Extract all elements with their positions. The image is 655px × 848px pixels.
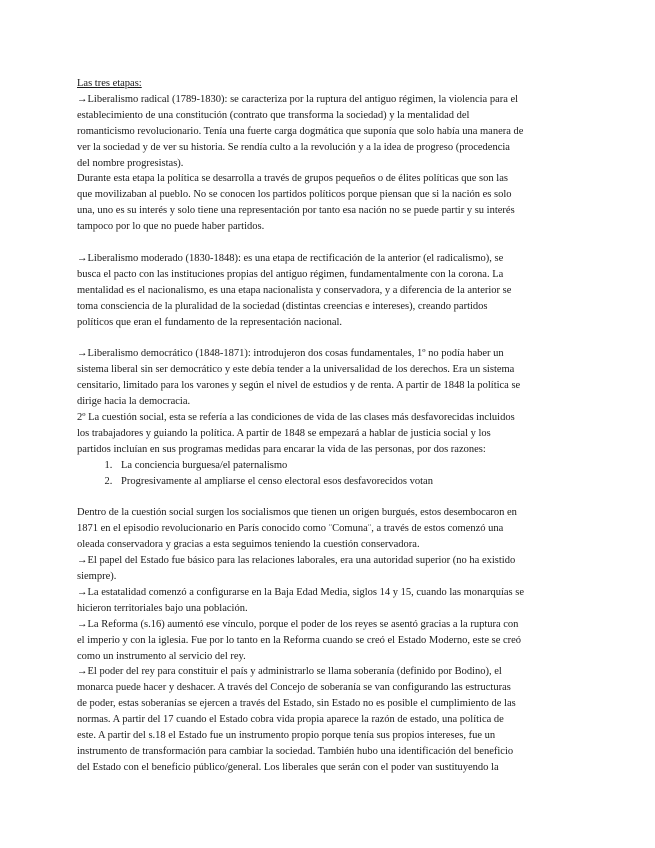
blank-line: [77, 235, 577, 251]
blank-line: [77, 490, 577, 506]
paragraph-liberalismo-radical: →Liberalismo radical (1789-1830): se caracteriza por la ruptura del antiguo régimen, la violencia para el establecimiento de una constitución (contrato que transforma la sociedad) y la mentalidad del romanticismo revolucionario. Tenía una fuerte carga dogmática que suponía que solo había una manera de ver la sociedad y de ver su historia. Se rendía culto a la revolución y a la idea de progreso (procedencia del nombre progresistas).: [77, 93, 524, 169]
section-heading: Las tres etapas:: [77, 78, 142, 89]
paragraph-cuestion-social: 2º La cuestión social, esta se refería a las condiciones de vida de las clases más desfavorecidas incluidos los trabajadores y guiando la política. A partir de 1848 se empezará a hablar de justicia social y los partidos incluían en sus programas medidas para encarar la vida de las personas, por dos razones:: [77, 412, 515, 455]
paragraph-liberalismo-moderado: →Liberalismo moderado (1830-1848): es una etapa de rectificación de la anterior (el radicalismo), se busca el pacto con las instituciones propias del antiguo régimen, fundamentalmente con la corona. La mentalidad es el nacionalismo, es una etapa nacionalista y conservadora, y a diferencia de la anterior se toma consciencia de la pluralidad de la sociedad (distintas creencias e intereses), creando partidos políticos que eran el fundamento de la representación nacional.: [77, 252, 512, 328]
paragraph-papel-estado: →El papel del Estado fue básico para las relaciones laborales, era una autoridad superior (no ha existido siempre).: [77, 555, 516, 583]
paragraph-soberania: →El poder del rey para constituir el país y administrarlo se llama soberanía (definido por Bodino), el monarca puede hacer y deshacer. A través del Concejo de soberanía se van configurando las estructuras de poder, estas soberanías se ejercen a través del Estado, sin Estado no es posible el cumplimiento de las normas. A partir del 17 cuando el Estado cobra vida propia aparece la razón de estado, una política de este. A partir del s.18 el Estado fue un instrumento propio porque tenía sus propios intereses, fue un instrumento de transformación para cambiar la sociedad. También hubo una identificación del beneficio del Estado con el beneficio público/general. Los liberales que serán con el poder van sustituyendo la: [77, 666, 516, 773]
paragraph-liberalismo-democratico: →Liberalismo democrático (1848-1871): introdujeron dos cosas fundamentales, 1º no podía haber un sistema liberal sin ser democrático y este debía tender a la universalidad de los derechos. Era un sistema censitario, limitado para los varones y según el nivel de estudios y de renta. A partir de 1848 la política se dirige hacia la democracia.: [77, 348, 521, 408]
paragraph-reforma: →La Reforma (s.16) aumentó ese vínculo, porque el poder de los reyes se asentó gracias a la ruptura con el imperio y con la iglesia. Fue por lo tanto en la Reforma cuando se creó el Estado Moderno, este se creó como un instrumento al servicio del rey.: [77, 618, 522, 662]
reasons-list: [77, 458, 577, 490]
list-item: 2. Progresivamente al ampliarse el censo electoral esos desfavorecidos votan: [115, 474, 577, 490]
paragraph-politica-elites: Durante esta etapa la política se desarrolla a través de grupos pequeños o de élites políticas que son las que movilizaban al pueblo. No se conocen los partidos políticos porque piensan que si la nación es solo una, uno es su interés y solo tiene una representación por tanto esa nación no se puede partir y su interés tampoco por lo que no puede haber partidos.: [77, 173, 515, 233]
paragraph-socialismos: Dentro de la cuestión social surgen los socialismos que tienen un origen burgués, estos desembocaron en 1871 en el episodio revolucionario en París conocido como ¨Comuna¨, a través de estos comenzó una oleada conservadora y gracias a esta seguimos teniendo la cuestión conservadora.: [77, 507, 517, 551]
paragraph-estatalidad: →La estatalidad comenzó a configurarse en la Baja Edad Media, siglos 14 y 15, cuando las monarquías se hicieron territoriales bajo una población.: [77, 586, 524, 614]
blank-line: [77, 330, 577, 346]
list-item: 1. La conciencia burguesa/el paternalismo: [115, 458, 577, 474]
document-page: [77, 76, 577, 776]
